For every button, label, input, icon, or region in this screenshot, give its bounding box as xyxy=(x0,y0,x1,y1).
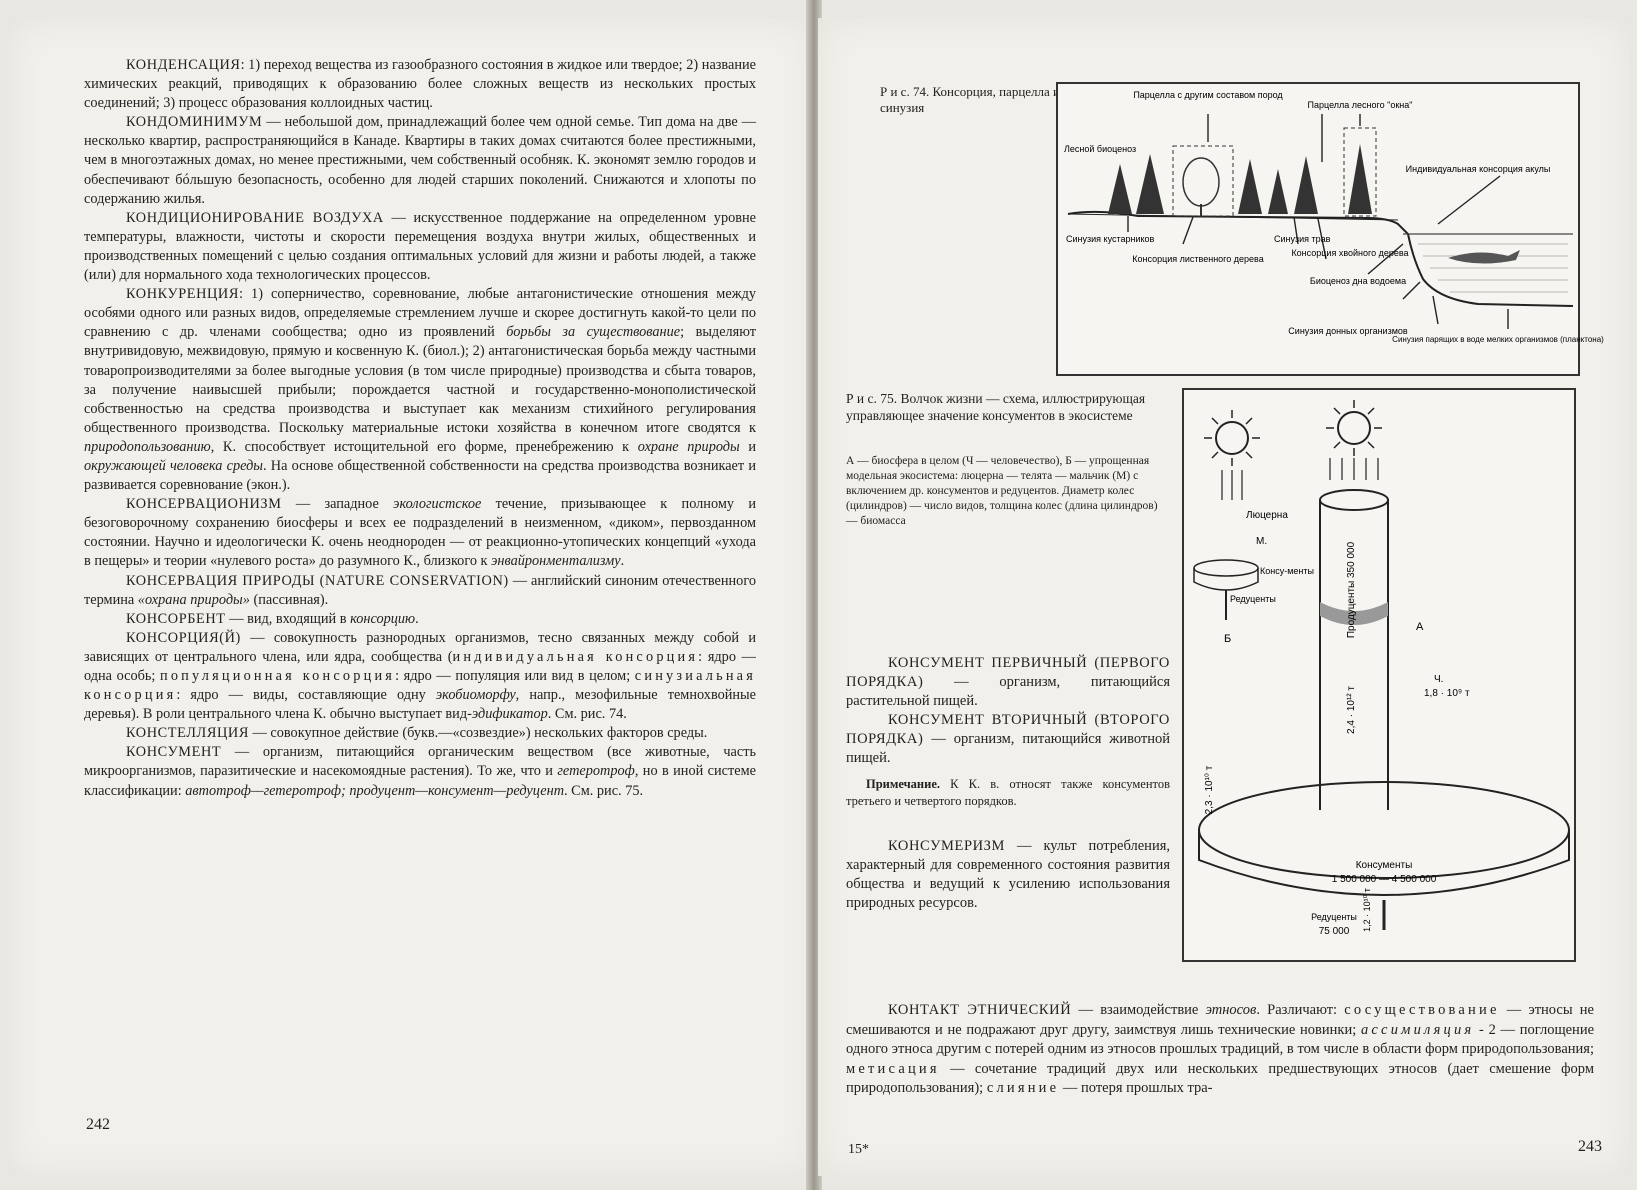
sun-icon xyxy=(1204,410,1260,466)
entry-text: (пассивная). xyxy=(249,591,329,608)
entry-text: синузиальная консорция xyxy=(84,668,756,704)
page-number-left: 242 xyxy=(86,1116,110,1133)
label-deciduous-consortium: Консорция лиственного дерева xyxy=(1132,254,1264,264)
entry-term: КОНСОРЦИЯ(Й) xyxy=(126,629,241,646)
label-consumers-small: Консу-менты xyxy=(1260,566,1314,576)
entry-text: — английский синоним отечественного термина xyxy=(84,572,756,608)
dictionary-entry xyxy=(84,285,756,495)
left-text-column xyxy=(84,56,756,801)
entry-text: : 1) соперничество, соревнование, любые антагонистические отношения между особями одного или разных видов, определяемые стремлением лучше и скорее достигнуть какой-то цели по сравнению с др. членами сообщества; одно из проявлений xyxy=(84,286,756,341)
page-number-right: 243 xyxy=(1578,1138,1602,1155)
entry-term: КОНДИЦИОНИРОВАНИЕ ВОЗДУХА xyxy=(126,209,384,226)
entry-text: — совокупное действие (букв.—«созвездие») нескольких факторов среды. xyxy=(248,725,708,742)
entry-text: . На основе общественной собственности на средства производства возникает и развивается соревнование (экон.). xyxy=(84,457,756,494)
entry-text: — организм, питающийся органическим веществом (все животные, часть микроорганизмов, паразитические и насекомоядные растения). То же, что и xyxy=(84,744,756,780)
dictionary-entry xyxy=(84,113,756,208)
entry-text: — этносы не смешиваются и не подражают друг другу, заимствуя лишь технические новинки; xyxy=(846,1002,1594,1038)
dictionary-entry xyxy=(84,724,756,743)
dictionary-entry xyxy=(84,743,756,800)
note: Примечание. К К. в. относят также консументов третьего и четвертого порядков. xyxy=(846,777,1170,808)
entry-term: КОНСЕРВАЦИЯ ПРИРОДЫ (NATURE CONSERVATION) xyxy=(126,572,509,589)
entry-term: КОНСУМЕНТ xyxy=(126,744,222,761)
entry-text: , напр., мезофильные темнохвойные деревья). В роли центрального члена К. обычно выступает вид- xyxy=(84,687,757,723)
label-parcel-window: Парцелла лесного "окна" xyxy=(1307,100,1413,110)
label-producers: Продуценты 350 000 xyxy=(1346,541,1357,639)
dictionary-entry xyxy=(84,495,756,571)
entry-text: : ядро — виды, составляющие одну xyxy=(176,687,436,704)
entry-text: ; выделяют внутривидовую, межвидовую, прямую и косвенную К. (биол.); 2) антагонистическая борьба между частными товаропроизводителями за более выгодные условия (в том числе природные) производства и сбыта товаров, за получение наивысшей прибыли; порождается частной и государственно-монополистической собственностью на средства производства и выступает как механизм стихийного регулирования общественного производства. Поскольку материальные истоки хозяйства в конечном итоге сводятся к xyxy=(84,324,756,436)
deciduous-tree xyxy=(1183,158,1219,206)
label-b: Б xyxy=(1224,633,1232,645)
dictionary-entry xyxy=(84,629,756,724)
entry-text: : ядро — популяция или вид в целом; xyxy=(395,668,635,684)
label-consumers: Консументы xyxy=(1355,860,1413,871)
entry-crossref: экобиоморфу xyxy=(435,687,516,704)
entry-text: — западное xyxy=(281,496,394,513)
figure-75-description: А — биосфера в целом (Ч — человечество), Б — упрощенная модельная экосистема: люцерна — телята — мальчик (М) с включением др. консументов и редуцентов. Диаметр колес (цилиндров) — число видов, толщина колес (длина цилиндров) — биомасса xyxy=(846,455,1158,527)
entry-crossref: этносов xyxy=(1205,1002,1257,1018)
entry-crossref: «охрана природы» xyxy=(137,591,250,608)
label-lucerne: Люцерна xyxy=(1246,510,1288,521)
entry-text: популяционная консорция xyxy=(159,668,396,684)
entry-term: КОНСТЕЛЛЯЦИЯ xyxy=(126,725,249,742)
label-reducers-count: 75 000 xyxy=(1318,926,1350,937)
entry-crossref: эдификатор xyxy=(471,706,548,723)
entry-text: — искусственное поддержание на определенном уровне температуры, влажности, чистоты и скорости перемещения воздуха внутри жилых, общественных и производственных помещений с целью создания оптимальных условий для жизни и работы людей, а также (или) для нормального хода технологических процессов. xyxy=(84,209,756,284)
entry-text: , но в иной системе классификации: xyxy=(84,763,756,799)
entry-text: метисация xyxy=(846,1060,940,1077)
entry-crossref: энвайронментализму xyxy=(491,553,621,570)
entry-text: . См. рис. 75. xyxy=(564,782,644,799)
entry-crossref: ассимиляция xyxy=(1360,1021,1475,1038)
dictionary-entry xyxy=(84,56,756,113)
label-consumers-mass: 2,3 · 10¹⁰ т xyxy=(1204,765,1215,815)
label-forest-biocenosis: Лесной биоценоз xyxy=(1064,144,1137,154)
label-consumers-count: 1 500 000 — 4 500 000 xyxy=(1331,874,1437,885)
dictionary-entry xyxy=(84,610,756,629)
entry-crossref: борьбы за существование xyxy=(506,324,681,341)
label-producers-mass: 2,4 · 10¹² т xyxy=(1346,686,1357,734)
entry-crossref: автотроф—гетеротроф; продуцент—консумент—редуцент xyxy=(185,782,565,799)
entry-ethnic-contact xyxy=(846,1001,1594,1099)
entry-text: . Различают: xyxy=(1256,1002,1345,1018)
figure-74-caption: Р и с. 74. Консорция, парцелла и синузия xyxy=(880,84,1061,115)
dictionary-entry xyxy=(84,572,756,610)
label-reducers-small: Редуценты xyxy=(1230,594,1276,604)
entry-crossref: экологистское xyxy=(393,496,482,513)
entry-text: и xyxy=(739,438,756,455)
entry-consumer-primary: КОНСУМЕНТ ПЕРВИЧНЫЙ (ПЕРВОГО ПОРЯДКА) — организм, питающийся растительной пищей. xyxy=(846,655,1170,709)
label-bottom-synusia: Синузия донных организмов xyxy=(1288,326,1408,336)
label-individual-shark: Индивидуальная консорция акулы xyxy=(1405,164,1551,174)
right-narrow-column xyxy=(846,654,1170,913)
label-grass-synusia: Синузия трав xyxy=(1274,234,1331,244)
dictionary-entry xyxy=(846,1001,1594,1099)
entry-crossref: окружающей человека среды xyxy=(84,457,263,474)
sun-icon xyxy=(1326,400,1382,456)
left-page xyxy=(8,18,814,1176)
entry-consumer-secondary: КОНСУМЕНТ ВТОРИЧНЫЙ (ВТОРОГО ПОРЯДКА) — организм, питающийся животной пищей. xyxy=(846,712,1170,766)
figure-75-caption: Р и с. 75. Волчок жизни — схема, иллюстрирующая управляющее значение консументов в экосистеме xyxy=(846,391,1146,423)
entry-term: КОНДЕНСАЦИЯ xyxy=(126,57,241,73)
entry-term: КОНДОМИНИМУМ xyxy=(126,114,263,131)
entry-text: течение, призывающее к полному и безоговорочному сохранению биосферы и всех ее подразделений в неизменном, «диком», первозданном состоянии. Научно и идеологически К. очень неоднороден — от реакционно-утопических концепций «ухода в пещеры» и теории «нулевого роста» до разумного К., близкого к xyxy=(84,496,756,570)
label-m: М. xyxy=(1256,536,1268,547)
entry-text: — вид, входящий в xyxy=(225,610,351,627)
label-reducers-mass: 1,2 · 10¹⁰ т xyxy=(1362,888,1372,932)
entry-text: — потеря прошлых тра- xyxy=(1059,1080,1213,1096)
label-reducers: Редуценты xyxy=(1311,912,1357,922)
entry-crossref: гетеротроф xyxy=(557,763,635,780)
entry-text: : 1) переход вещества из газообразного состояния в жидкое или твердое; 2) название химических реакций, приводящих к образованию более сложных веществ из нескольких простых соединений; 3) процесс образования коллоидных частиц. xyxy=(84,57,756,112)
entry-term: КОНТАКТ ЭТНИЧЕСКИЙ xyxy=(888,1002,1072,1018)
right-page xyxy=(818,18,1630,1176)
entry-text: . xyxy=(620,553,625,570)
entry-text: — взаимодействие xyxy=(1071,1002,1206,1018)
label-conifer-consortium: Консорция хвойного дерева xyxy=(1291,248,1409,258)
entry-consumerism: КОНСУМЕРИЗМ — культ потребления, характерный для современного состояния развития общества и ведущий к усилению использования природных ресурсов. xyxy=(846,837,1170,911)
entry-crossref: охране природы xyxy=(637,438,740,455)
entry-text: . xyxy=(415,610,419,627)
label-parcel-other: Парцелла с другим составом пород xyxy=(1133,90,1283,100)
label-human: Ч. xyxy=(1434,674,1444,685)
entry-text: : ядро — одна особь; xyxy=(84,648,756,684)
dictionary-entry xyxy=(84,209,756,285)
entry-term: КОНСЕРВАЦИОНИЗМ xyxy=(126,496,282,513)
label-bottom-biocenosis: Биоценоз дна водоема xyxy=(1309,276,1407,286)
entry-crossref: консорцию xyxy=(350,610,416,627)
figure-75-diagram xyxy=(1182,388,1576,962)
label-human-mass: 1,8 · 10⁹ т xyxy=(1424,688,1470,699)
label-plankton-synusia: Синузия парящих в воде мелких организмов (планктона) xyxy=(1392,335,1604,344)
entry-crossref: природопользованию xyxy=(84,438,211,455)
label-shrub-synusia: Синузия кустарников xyxy=(1066,234,1155,244)
entry-text: — сочетание традиций двух или нескольких предшествующих этносов (дает смешение форм природопользования); xyxy=(846,1060,1594,1096)
entry-text: индивидуальная консорция xyxy=(452,648,699,665)
entry-text: сосуществование xyxy=(1344,1002,1500,1018)
entry-text: , К. способствует истощительной его форме, пренебрежению к xyxy=(210,438,638,455)
signature-mark: 15* xyxy=(848,1142,869,1157)
figure-74-diagram xyxy=(1056,82,1604,376)
entry-term: КОНКУРЕНЦИЯ xyxy=(126,286,239,303)
entry-text: — совокупность разнородных организмов, тесно связанных между собой и зависящих от центрального члена, или ядра, сообщества ( xyxy=(84,629,756,665)
label-a: А xyxy=(1416,621,1424,633)
entry-term: КОНСОРБЕНТ xyxy=(126,610,226,627)
entry-text: . См. рис. 74. xyxy=(547,706,627,723)
entry-text: - 2 — поглощение одного этноса другим с потерей одним из этносов прошлых традиций, в том числе в области форм природопользования; xyxy=(846,1021,1595,1057)
entry-text: слияние xyxy=(986,1080,1060,1096)
entry-text: — небольшой дом, принадлежащий более чем одной семье. Тип дома на две — несколько квартир, распространяющийся в Канаде. Квартиры в таких домах считаются более престижными, чем в многоэтажных домах, но менее престижными, чем собственный особняк. К. экономят землю городов и обеспечивают бóльшую безопасность, особенно для людей старших поколений. Снижаются и хлопоты по содержанию жилья. xyxy=(84,114,756,207)
